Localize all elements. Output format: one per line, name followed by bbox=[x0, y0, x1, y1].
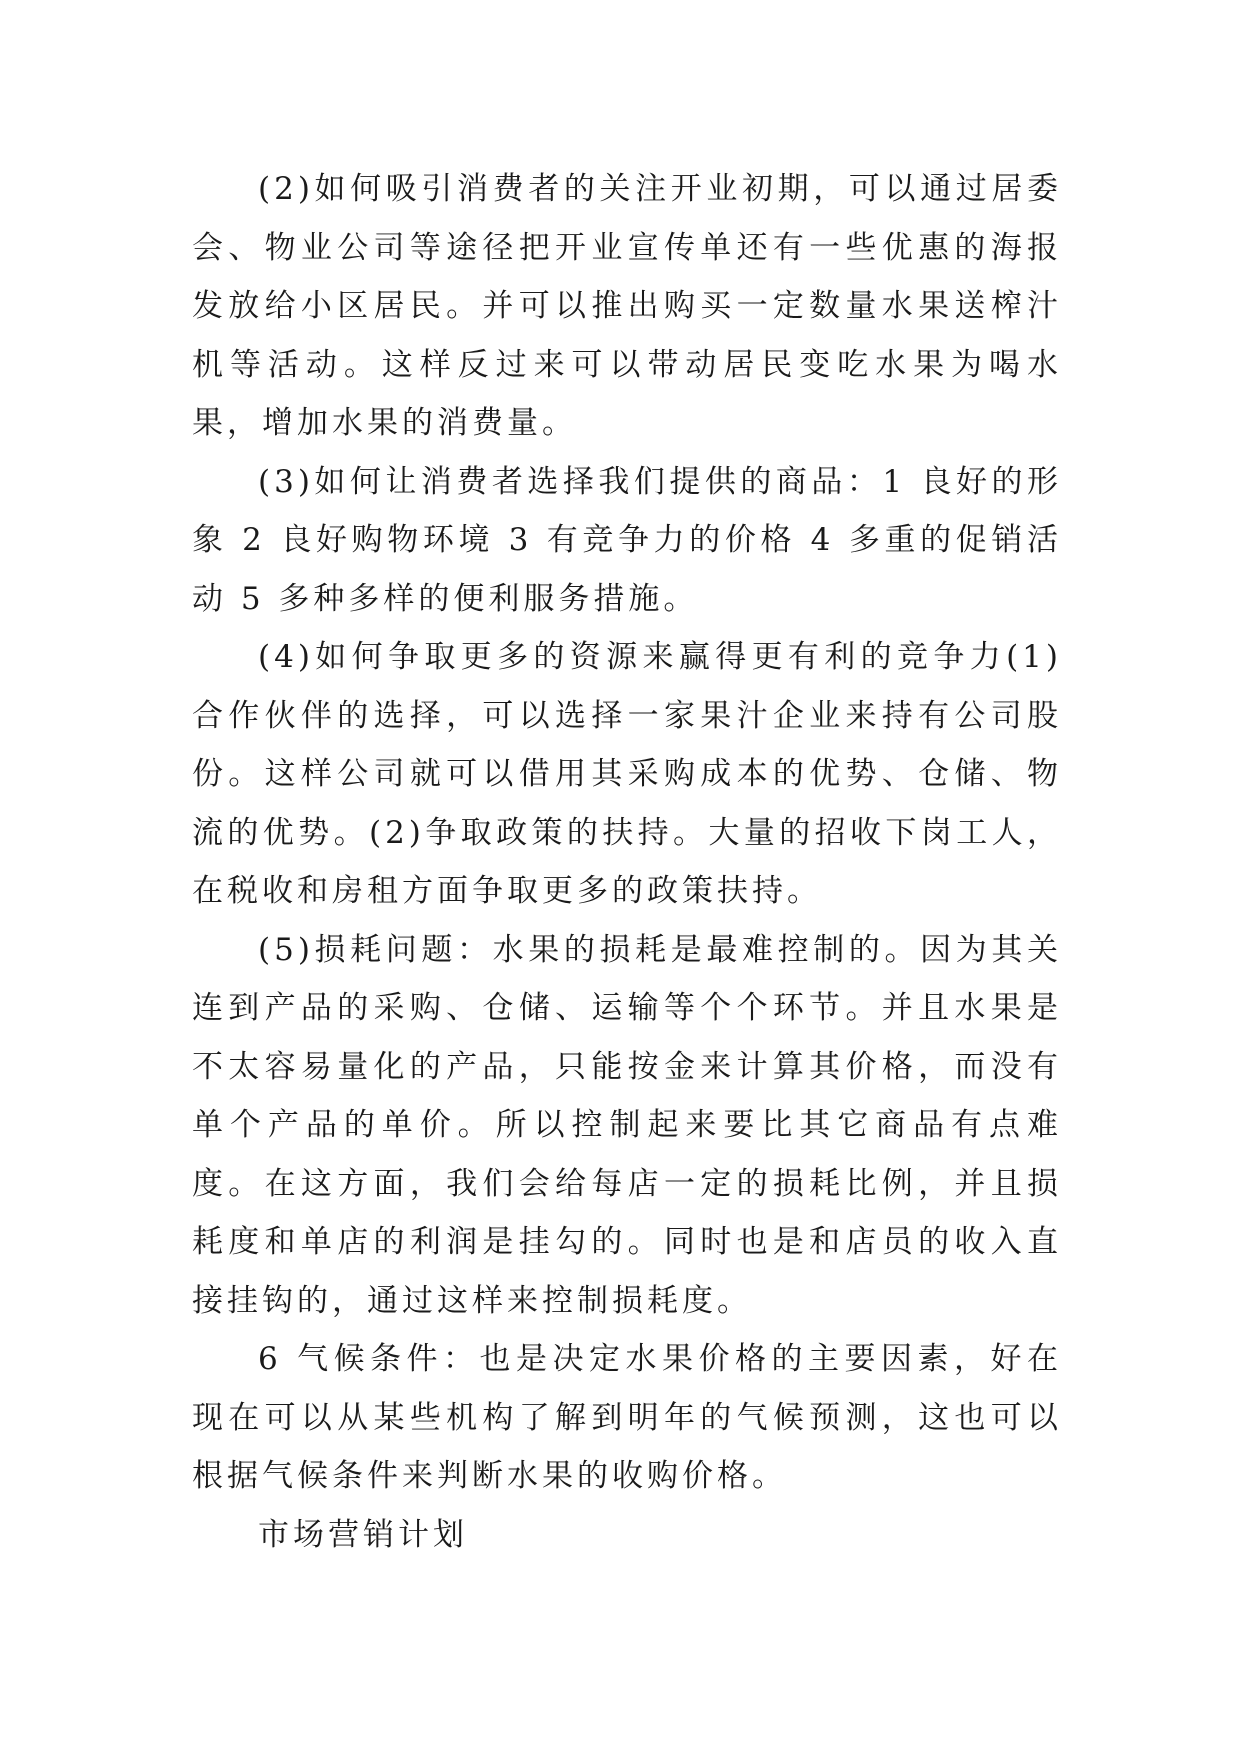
paragraph-competitive-resources: (4)如何争取更多的资源来赢得更有利的竞争力(1)合作伙伴的选择，可以选择一家果汁企业来持有公司股份。这样公司就可以借用其采购成本的优势、仓储、物流的优势。(2)争取政策的扶持。大量的招收下岗工人，在税收和房租方面争取更多的政策扶持。 bbox=[192, 639, 1062, 909]
paragraph-product-choice: (3)如何让消费者选择我们提供的商品：1 良好的形象 2 良好购物环境 3 有竞争力的价格 4 多重的促销活动 5 多种多样的便利服务措施。 bbox=[192, 463, 1062, 617]
paragraph-climate-conditions: 6 气候条件：也是决定水果价格的主要因素，好在现在可以从某些机构了解到明年的气候预测，这也可以根据气候条件来判断水果的收购价格。 bbox=[192, 1341, 1062, 1494]
section-heading-marketing-plan: 市场营销计划 bbox=[258, 1516, 468, 1553]
document-body bbox=[192, 160, 1062, 1564]
paragraph-loss-control: (5)损耗问题：水果的损耗是最难控制的。因为其关连到产品的采购、仓储、运输等个个环节。并且水果是不太容易量化的产品，只能按金来计算其价格，而没有单个产品的单价。所以控制起来要比其它商品有点难度。在这方面，我们会给每店一定的损耗比例，并且损耗度和单店的利润是挂勾的。同时也是和店员的收入直接挂钩的，通过这样来控制损耗度。 bbox=[192, 931, 1062, 1319]
paragraph-consumer-attention: (2)如何吸引消费者的关注开业初期，可以通过居委会、物业公司等途径把开业宣传单还有一些优惠的海报发放给小区居民。并可以推出购买一定数量水果送榨汁机等活动。这样反过来可以带动居民变吃水果为喝水果，增加水果的消费量。 bbox=[192, 171, 1062, 441]
